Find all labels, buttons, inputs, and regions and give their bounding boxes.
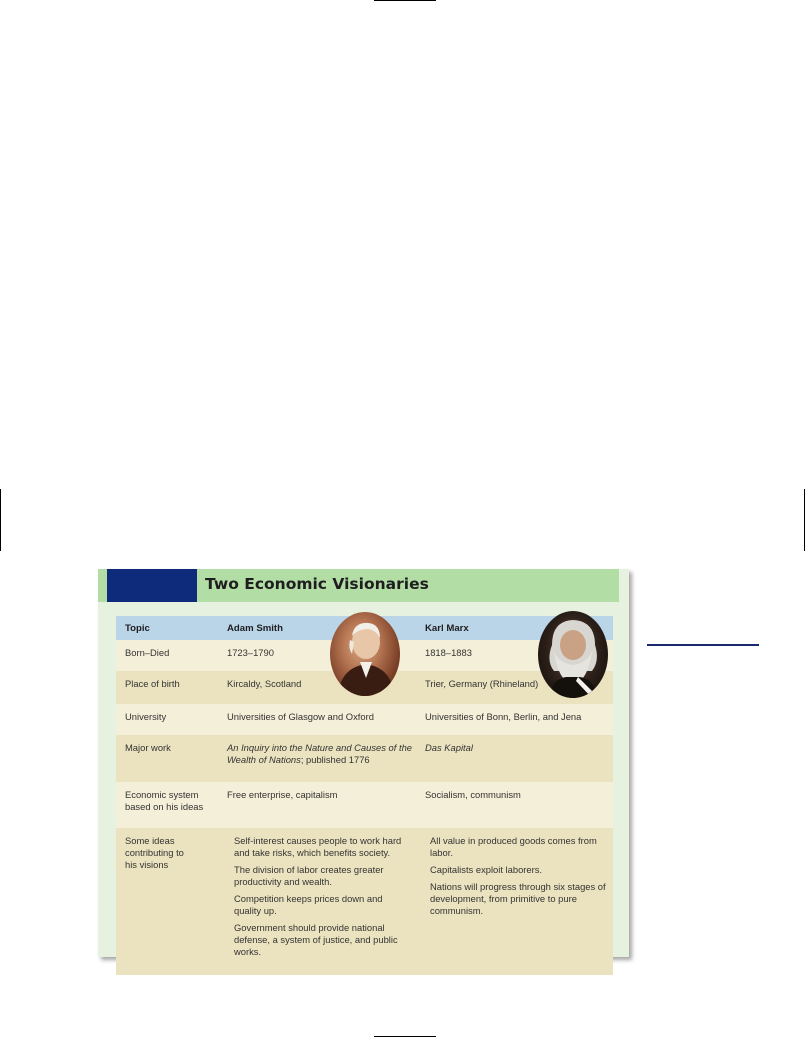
table-row-economic-system xyxy=(116,782,613,828)
marx-cell: Trier, Germany (Rhineland) xyxy=(425,678,539,689)
topic-line: Economic system xyxy=(125,789,199,800)
marx-cell: Das Kapital xyxy=(425,742,473,753)
marx-cell: 1818–1883 xyxy=(425,647,472,658)
comparison-card xyxy=(98,569,629,957)
margin-rule xyxy=(647,644,759,646)
topic-cell xyxy=(116,782,227,828)
smith-ideas-list xyxy=(227,835,425,958)
smith-cell xyxy=(227,828,425,975)
header-tab xyxy=(107,569,197,602)
marx-cell xyxy=(425,828,613,975)
smith-work-published: ; published 1776 xyxy=(300,754,370,765)
topic-cell: Place of birth xyxy=(125,678,180,689)
header-karl-marx: Karl Marx xyxy=(425,623,469,634)
smith-cell xyxy=(227,735,425,782)
list-item: Self-interest causes people to work hard and take risks, which benefits society. xyxy=(234,835,402,858)
karl-marx-portrait xyxy=(538,611,608,698)
list-item: Nations will progress through six stages of development, from primitive to pure communism. xyxy=(430,881,606,916)
list-item: The division of labor creates greater productivity and wealth. xyxy=(234,864,384,887)
smith-cell: 1723–1790 xyxy=(227,647,274,658)
marx-ideas-list xyxy=(425,835,613,917)
topic-cell: Born–Died xyxy=(125,647,170,658)
marx-cell: Universities of Bonn, Berlin, and Jena xyxy=(425,711,582,722)
marx-cell: Socialism, communism xyxy=(425,789,521,800)
topic-line: based on his ideas xyxy=(125,801,204,812)
header-topic: Topic xyxy=(125,623,150,634)
adam-smith-portrait-art xyxy=(330,612,400,696)
list-item: Competition keeps prices down and quality up. xyxy=(234,893,383,916)
crop-mark-bottom xyxy=(374,1036,436,1037)
list-item: All value in produced goods comes from labor. xyxy=(430,835,597,858)
topic-line: contributing to xyxy=(125,847,184,858)
karl-marx-portrait-art xyxy=(538,611,608,698)
adam-smith-portrait xyxy=(330,612,400,696)
crop-mark-top xyxy=(374,0,436,1)
smith-cell: Universities of Glasgow and Oxford xyxy=(227,711,374,722)
table-row-major-work xyxy=(116,735,613,782)
topic-line: Some ideas xyxy=(125,835,175,846)
smith-cell: Kircaldy, Scotland xyxy=(227,678,302,689)
topic-cell: Major work xyxy=(125,742,171,753)
list-item: Capitalists exploit laborers. xyxy=(430,864,543,875)
crop-mark-left xyxy=(0,489,1,551)
smith-cell: Free enterprise, capitalism xyxy=(227,789,338,800)
table-row-ideas xyxy=(116,828,613,975)
topic-cell xyxy=(116,828,227,975)
smith-work-title: An Inquiry into the Nature and Causes of the Wealth of Nations xyxy=(227,742,413,765)
header-adam-smith: Adam Smith xyxy=(227,623,283,634)
list-item: Government should provide national defense, a system of justice, and public works. xyxy=(234,922,398,957)
table-row-university xyxy=(116,704,613,735)
topic-cell: University xyxy=(125,711,167,722)
card-title: Two Economic Visionaries xyxy=(205,575,429,593)
topic-line: his visions xyxy=(125,859,169,870)
